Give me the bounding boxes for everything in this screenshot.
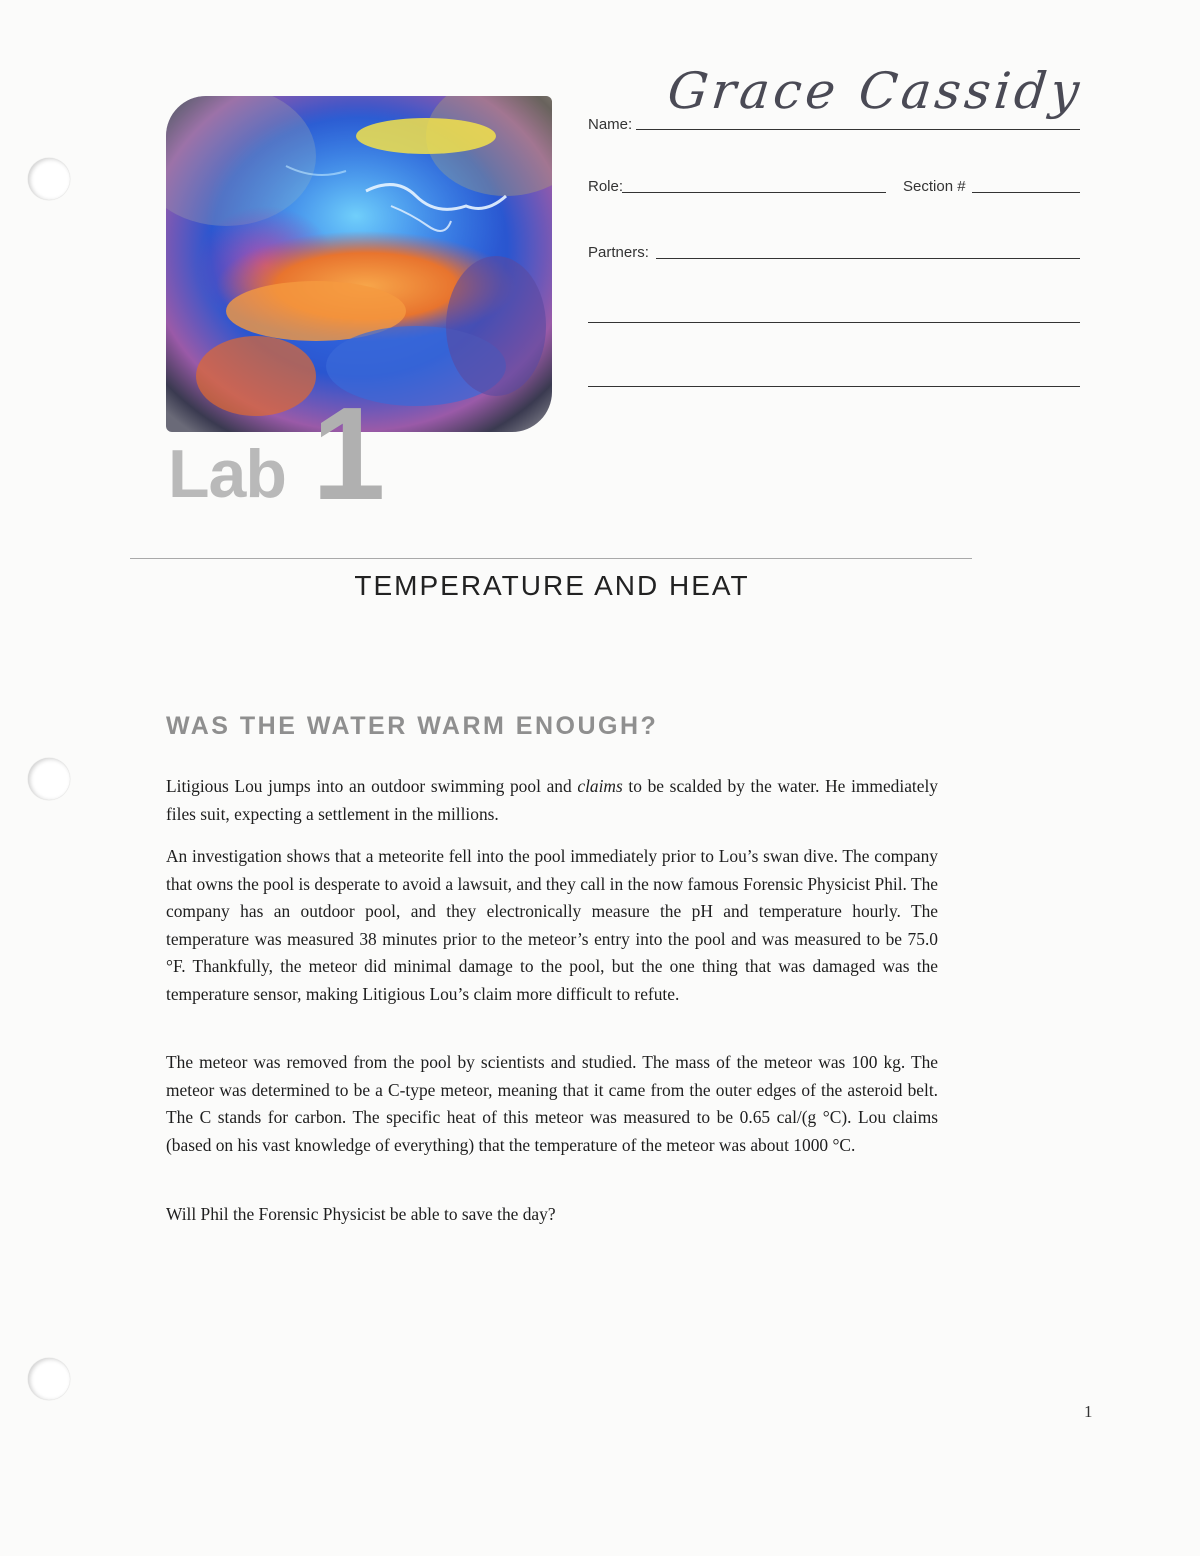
paragraph-1-after: to be scalded by the water. He immediately files suit, expecting a settlement in the millions. xyxy=(166,776,938,824)
partners-line-2[interactable] xyxy=(588,322,1080,323)
role-label: Role: xyxy=(588,178,624,195)
partners-label: Partners: xyxy=(588,244,649,261)
paragraph-4: Will Phil the Forensic Physicist be able to save the day? xyxy=(166,1204,556,1224)
name-label: Name: xyxy=(588,116,633,133)
section-heading: WAS THE WATER WARM ENOUGH? xyxy=(166,712,659,740)
title-divider xyxy=(130,558,972,559)
role-line[interactable] xyxy=(622,192,886,193)
name-line[interactable] xyxy=(636,129,1080,130)
paragraph-2: An investigation shows that a meteorite fell into the pool immediately prior to Lou’s swan dive. The company that owns the pool is desperate to avoid a lawsuit, and they call in the now famous Forensic Physicist Phil. The company has an outdoor pool, and they electronically measure the pH and temperature hourly. The temperature was measured 38 minutes prior to the meteor’s entry into the pool and was measured to be 75.0 °F. Thankfully, the meteor did minimal damage to the pool, but the one thing that was damaged was the temperature sensor, making Litigious Lou’s claim more difficult to refute. xyxy=(166,846,938,1004)
lab-label: Lab xyxy=(168,436,286,512)
lab-number: 1 xyxy=(312,380,386,527)
paragraph-1-emphasis: claims xyxy=(577,776,623,796)
partners-line-1[interactable] xyxy=(656,258,1080,259)
name-handwriting: Grace Cassidy xyxy=(664,62,1086,120)
punch-hole-bottom xyxy=(28,1358,70,1400)
paragraph-1 xyxy=(166,773,938,828)
section-line[interactable] xyxy=(972,192,1080,193)
page-number: 1 xyxy=(1084,1402,1093,1421)
punch-hole-middle xyxy=(28,758,70,800)
page-title: TEMPERATURE AND HEAT xyxy=(354,570,750,601)
partners-line-3[interactable] xyxy=(588,386,1080,387)
paragraph-1-before: Litigious Lou jumps into an outdoor swimming pool and xyxy=(166,776,578,796)
punch-hole-top xyxy=(28,158,70,200)
paragraph-3: The meteor was removed from the pool by scientists and studied. The mass of the meteor was 100 kg. The meteor was determined to be a C-type meteor, meaning that it came from the outer edges of the asteroid belt. The C stands for carbon. The specific heat of this meteor was measured to be 0.65 cal/(g °C). Lou claims (based on his vast knowledge of everything) that the temperature of the meteor was about 1000 °C. xyxy=(166,1052,938,1155)
section-label: Section # xyxy=(903,178,966,195)
